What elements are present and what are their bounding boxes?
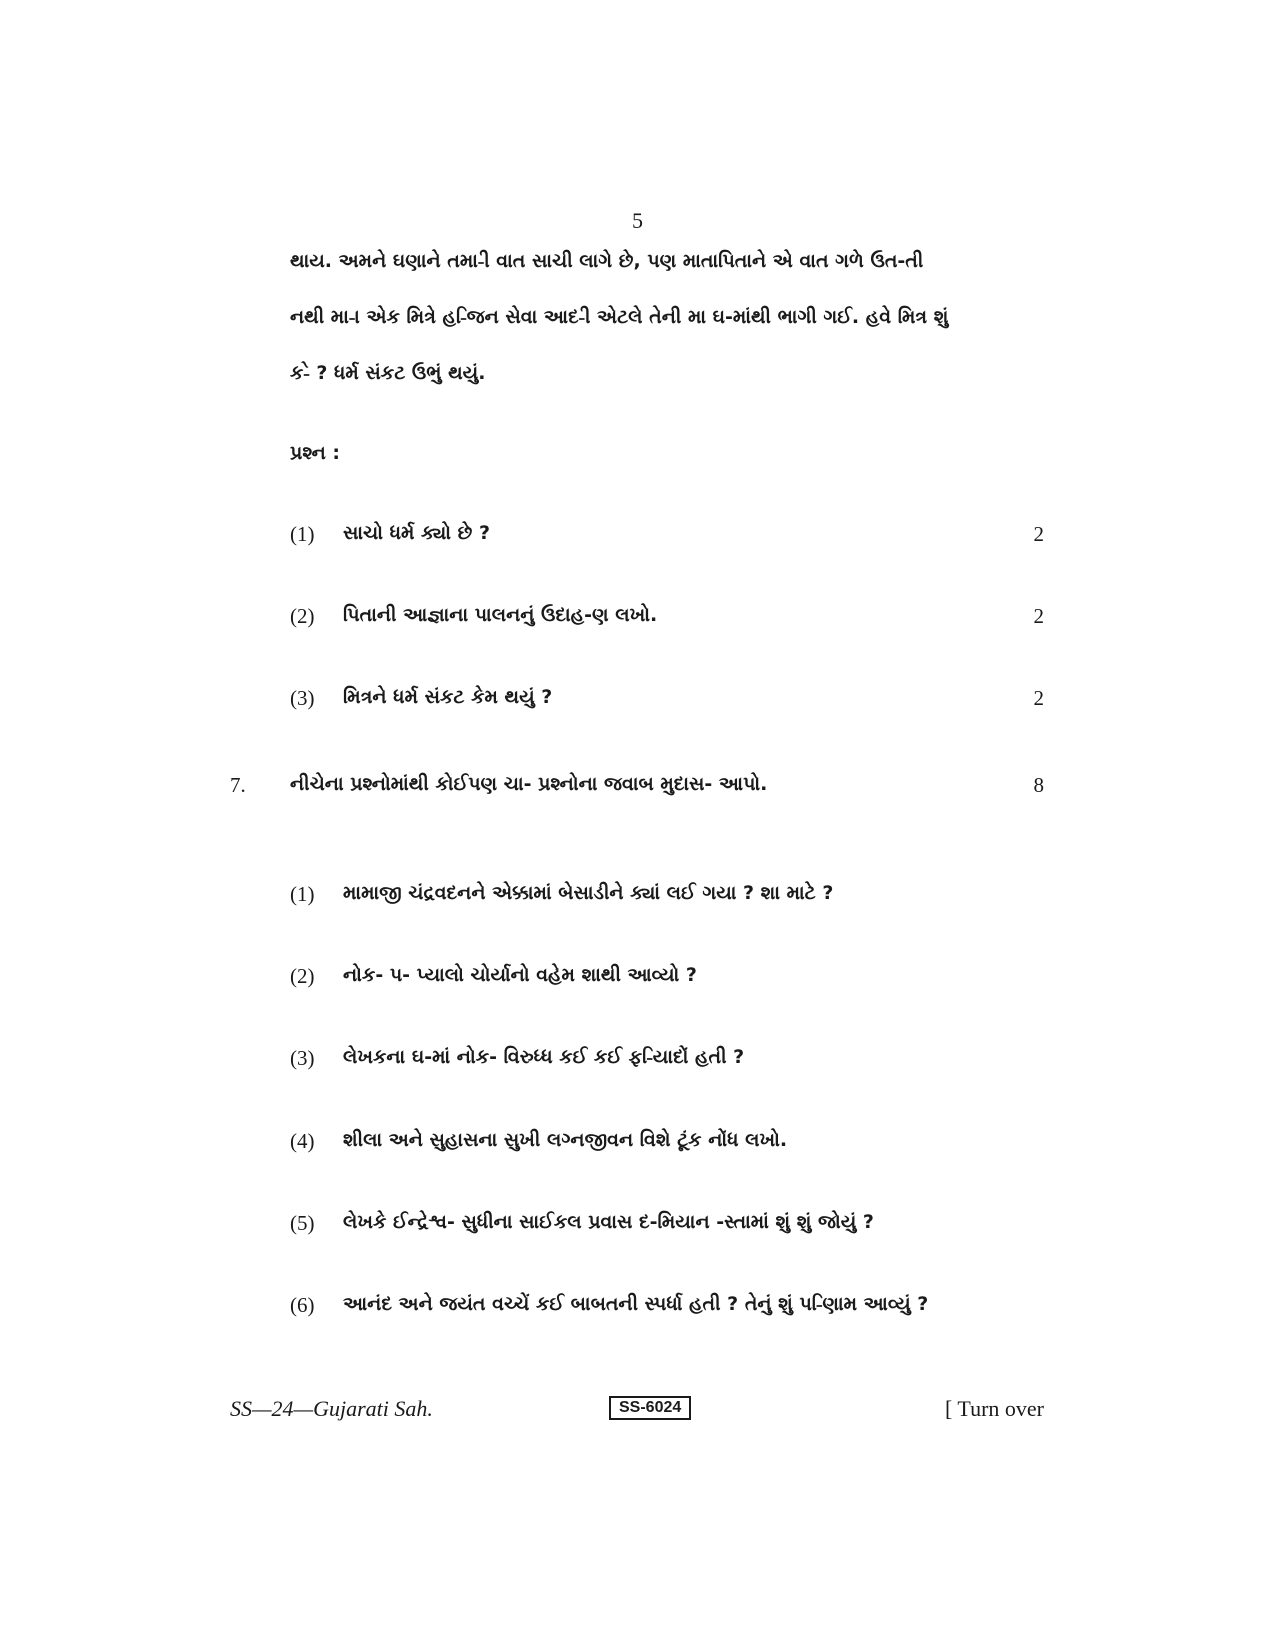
footer-turn-over: [ Turn over: [944, 1396, 1044, 1421]
sub-question-row: [0, 882, 1275, 912]
sub-question-text: મામાજી ચંદ્રવદનને એક્કામાં બેસાડીને ક્યાં લઈ ગયા ? શા માટે ?: [343, 882, 834, 904]
sub-question-text: શીલા અને સુહાસના સુખી લગ્નજીવન વિશે ટૂંક નોંધ લખો.: [343, 1129, 788, 1151]
question-label: પ્રશ્ન :: [290, 442, 340, 464]
question-7-row: [0, 773, 1275, 803]
page-number: 5: [632, 208, 643, 233]
sub-question-row: [0, 1293, 1275, 1323]
passage-line: ક-ે ? ધર્મ સંકટ ઉભું થયું.: [290, 362, 486, 384]
marks: 2: [1033, 522, 1044, 546]
sub-question-text: આનંદ અને જયંત વચ્ચેં કઈ બાબતની સ્પર્ધા હતી ? તેનું શું પ-િણામ આવ્યું ?: [343, 1293, 929, 1315]
marks: 2: [1033, 604, 1044, 628]
sub-question-row: [0, 522, 1275, 552]
sub-question-text: પિતાની આજ્ઞાના પાલનનું ઉદાહ-ણ લખો.: [343, 604, 658, 626]
sub-question-text: લેખકે ઈન્દ્રેશ્વ- સુધીના સાઈકલ પ્રવાસ દ-મિયાન -સ્તામાં શું શું જોયું ?: [343, 1211, 874, 1233]
sub-question-text: લેખકના ઘ-માં નોક- વિરુધ્ધ કઈ કઈ ફ-િયાદોં હતી ?: [343, 1046, 745, 1068]
sub-question-number: (1): [290, 522, 315, 546]
footer-paper-name: SS—24—Gujarati Sah.: [230, 1396, 433, 1421]
sub-question-row: [0, 1046, 1275, 1076]
sub-question-number: (6): [290, 1293, 315, 1317]
marks: 2: [1033, 686, 1044, 710]
passage-line: નથી મા-ા એક મિત્રે હ-િજન સેવા આદ-ી એટલે તેની મા ઘ-માંથી ભાગી ગઈ. હવે મિત્ર શું: [290, 306, 949, 328]
sub-question-number: (3): [290, 1046, 315, 1070]
sub-question-number: (2): [290, 964, 315, 988]
sub-question-row: [0, 1129, 1275, 1159]
footer-paper-code: SS-6024: [609, 1396, 691, 1420]
sub-question-row: [0, 964, 1275, 994]
sub-question-row: [0, 604, 1275, 634]
sub-question-row: [0, 686, 1275, 716]
sub-question-number: (1): [290, 882, 315, 906]
sub-question-text: મિત્રને ધર્મ સંકટ કેમ થયું ?: [343, 686, 553, 708]
sub-question-number: (3): [290, 686, 315, 710]
sub-question-number: (5): [290, 1211, 315, 1235]
sub-question-number: (4): [290, 1129, 315, 1153]
question-number: 7.: [230, 773, 246, 797]
sub-question-text: નોક- પ- પ્યાલો ચોર્યાનો વહેમ શાથી આવ્યો ?: [343, 964, 697, 986]
sub-question-text: સાચો ધર્મ ક્યો છે ?: [343, 522, 490, 544]
passage-line: થાય. અમને ઘણાને તમા-ી વાત સાચી લાગે છે, પણ માતાપિતાને એ વાત ગળે ઉત-તી: [290, 250, 924, 272]
sub-question-row: [0, 1211, 1275, 1241]
marks: 8: [1033, 773, 1044, 797]
sub-question-number: (2): [290, 604, 315, 628]
question-text: નીચેના પ્રશ્નોમાંથી કોઈપણ ચા- પ્રશ્નોના જવાબ મુદાસ- આપો.: [290, 773, 768, 795]
